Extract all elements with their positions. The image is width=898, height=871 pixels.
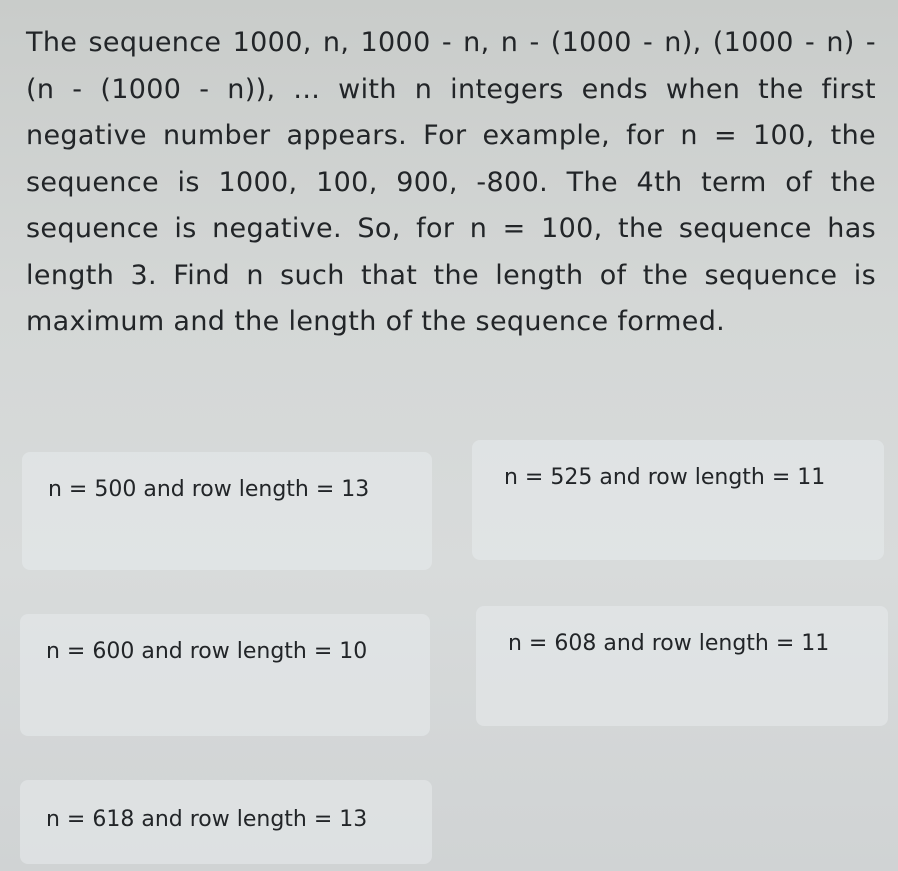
answer-option-5[interactable] [20,780,432,864]
answer-option-3-label: n = 600 and row length = 10 [46,639,368,664]
answer-option-4-label: n = 608 and row length = 11 [508,631,830,656]
answer-option-3[interactable] [20,614,430,736]
answer-option-1-label: n = 500 and row length = 13 [48,477,370,502]
answer-option-2-label: n = 525 and row length = 11 [504,465,826,490]
answer-option-1[interactable] [22,452,432,570]
answer-option-4[interactable] [476,606,888,726]
answer-option-2[interactable] [472,440,884,560]
question-text: The sequence 1000, n, 1000 - n, n - (1000 - n), (1000 - n) - (n - (1000 - n)), ... with n integers ends when the first negative number appears. For example, for n = 100, the sequence is 1000, 100, 900, -800. The 4th term of the sequence is negative. So, for n = 100, the sequence has length 3. Find n such that the length of the sequence is maximum and the length of the sequence formed. [26,27,876,337]
answer-option-5-label: n = 618 and row length = 13 [46,807,368,832]
